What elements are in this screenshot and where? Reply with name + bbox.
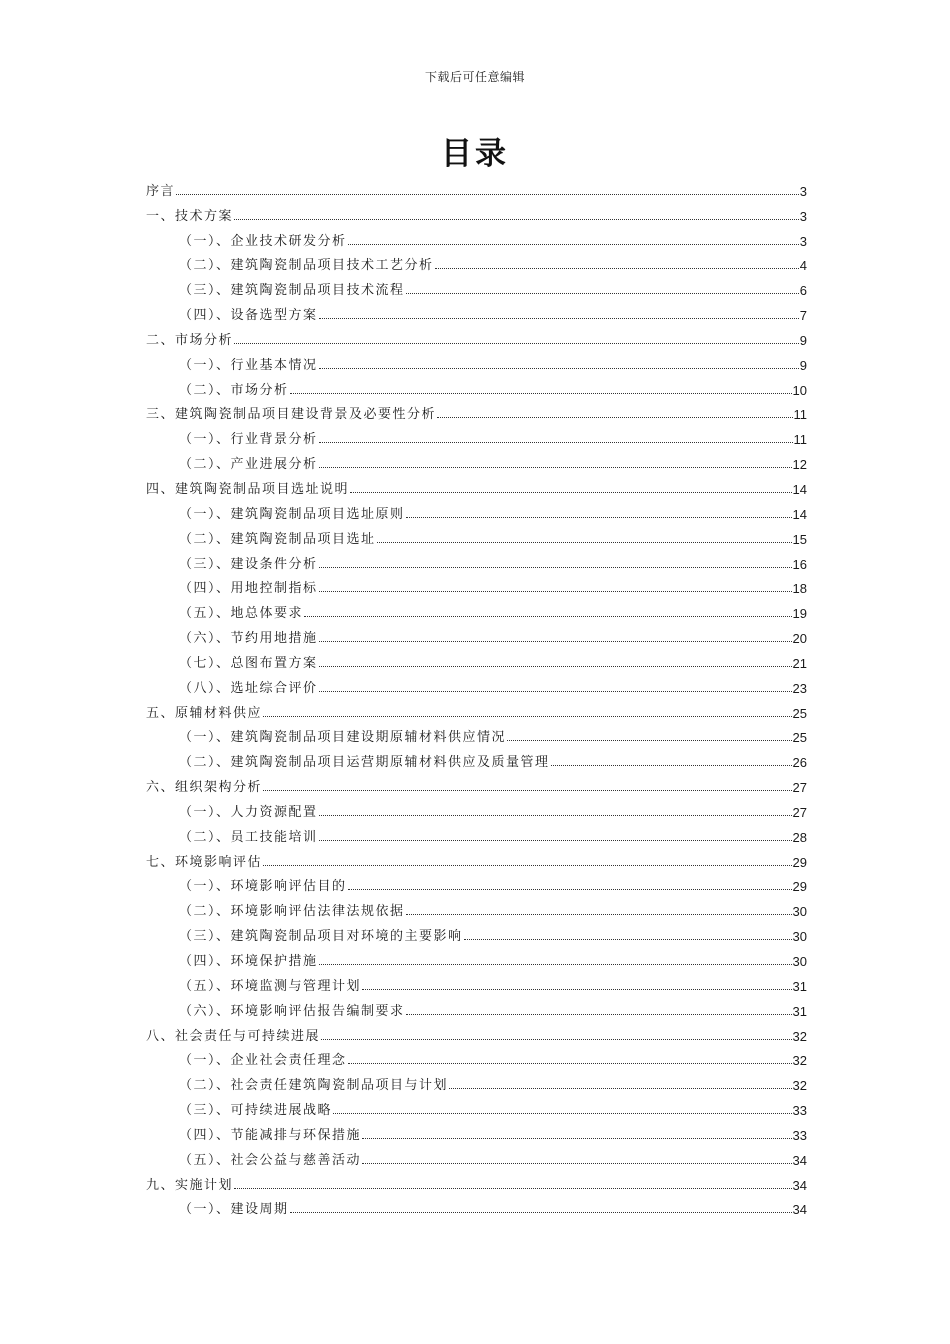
toc-page-number: 34: [792, 1202, 807, 1218]
dot-leader: [319, 964, 792, 965]
dot-leader: [507, 740, 792, 741]
toc-page-number: 26: [792, 755, 807, 771]
toc-page-number: 27: [792, 804, 807, 820]
dot-leader: [348, 889, 792, 890]
toc-page-number: 33: [792, 1127, 807, 1143]
dot-leader: [176, 194, 799, 195]
toc-page-number: 12: [792, 457, 807, 473]
toc-page-number: 34: [792, 1152, 807, 1168]
toc-entry-label: （二）、员工技能培训: [179, 829, 318, 845]
toc-subsection-entry[interactable]: [146, 422, 807, 447]
dot-leader: [319, 467, 792, 468]
toc-subsection-entry[interactable]: [146, 497, 807, 522]
toc-page-number: 11: [793, 407, 807, 423]
toc-section-entry[interactable]: [146, 174, 807, 199]
toc-subsection-entry[interactable]: [146, 522, 807, 547]
dot-leader: [348, 1063, 792, 1064]
toc-section-entry[interactable]: [146, 845, 807, 870]
toc-entry-label: （五）、社会公益与慈善活动: [179, 1152, 362, 1168]
dot-leader: [377, 542, 792, 543]
toc-page-number: 34: [792, 1177, 807, 1193]
toc-page-number: 3: [799, 233, 807, 249]
toc-section-entry[interactable]: [146, 1168, 807, 1193]
toc-subsection-entry[interactable]: [146, 547, 807, 572]
dot-leader: [290, 393, 792, 394]
dot-leader: [406, 1014, 792, 1015]
toc-page-number: 32: [792, 1078, 807, 1094]
toc-subsection-entry[interactable]: [146, 1193, 807, 1218]
dot-leader: [319, 368, 799, 369]
toc-entry-label: 四、建筑陶瓷制品项目选址说明: [146, 481, 350, 497]
toc-subsection-entry[interactable]: [146, 745, 807, 770]
toc-page-number: 3: [799, 183, 807, 199]
toc-subsection-entry[interactable]: [146, 721, 807, 746]
toc-page-number: 19: [792, 606, 807, 622]
toc-entry-label: （二）、市场分析: [179, 382, 289, 398]
toc-entry-label: （三）、建筑陶瓷制品项目技术流程: [179, 283, 405, 299]
toc-entry-label: （三）、可持续进展战略: [179, 1103, 333, 1119]
header-note: 下载后可任意编辑: [424, 70, 525, 84]
toc-subsection-entry[interactable]: [146, 224, 807, 249]
toc-page-number: 30: [792, 929, 807, 945]
toc-subsection-entry[interactable]: [146, 944, 807, 969]
toc-entry-label: （一）、行业基本情况: [179, 357, 318, 373]
dot-leader: [464, 939, 792, 940]
toc-subsection-entry[interactable]: [146, 249, 807, 274]
page-title: 目录: [441, 136, 509, 172]
toc-page-number: 15: [792, 531, 807, 547]
toc-entry-label: （一）、人力资源配置: [179, 804, 318, 820]
toc-subsection-entry[interactable]: [146, 646, 807, 671]
toc-page-number: 27: [792, 780, 807, 796]
toc-entry-label: 六、组织架构分析: [146, 780, 263, 796]
toc-page-number: 18: [792, 581, 807, 597]
dot-leader: [551, 765, 792, 766]
toc-page-number: 14: [792, 481, 807, 497]
toc-entry-label: 三、建筑陶瓷制品项目建设背景及必要性分析: [146, 407, 437, 423]
toc-section-entry[interactable]: [146, 1019, 807, 1044]
toc-entry-label: （二）、建筑陶瓷制品项目运营期原辅材料供应及质量管理: [179, 755, 550, 771]
toc-section-entry[interactable]: [146, 323, 807, 348]
toc-subsection-entry[interactable]: [146, 894, 807, 919]
toc-subsection-entry[interactable]: [146, 994, 807, 1019]
toc-page-number: 10: [792, 382, 807, 398]
toc-page-number: 21: [792, 655, 807, 671]
dot-leader: [321, 1039, 792, 1040]
toc-subsection-entry[interactable]: [146, 447, 807, 472]
toc-entry-label: （二）、环境影响评估法律法规依据: [179, 904, 405, 920]
toc-page-number: 31: [792, 1003, 807, 1019]
toc-subsection-entry[interactable]: [146, 1118, 807, 1143]
toc-entry-label: （八）、选址综合评价: [179, 680, 318, 696]
toc-section-entry[interactable]: [146, 696, 807, 721]
toc-entry-label: （四）、环境保护措施: [179, 954, 318, 969]
toc-entry-label: （六）、环境影响评估报告编制要求: [179, 1003, 405, 1019]
dot-leader: [234, 343, 799, 344]
toc-entry-label: （五）、地总体要求: [179, 606, 304, 622]
toc-entry-label: （二）、建筑陶瓷制品项目选址: [179, 531, 376, 547]
dot-leader: [319, 840, 792, 841]
toc-entry-label: 序言: [146, 183, 176, 199]
toc-entry-label: （二）、建筑陶瓷制品项目技术工艺分析: [179, 258, 434, 274]
toc-page-number: 28: [792, 829, 807, 845]
toc-entry-label: 五、原辅材料供应: [146, 705, 263, 721]
dot-leader: [304, 616, 792, 617]
dot-leader: [406, 914, 792, 915]
toc-section-entry[interactable]: [146, 770, 807, 795]
toc-subsection-entry[interactable]: [146, 348, 807, 373]
toc-page-number: 32: [792, 1053, 807, 1069]
toc-page-number: 32: [792, 1028, 807, 1044]
dot-leader: [263, 790, 792, 791]
dot-leader: [333, 1113, 792, 1114]
toc-subsection-entry[interactable]: [146, 820, 807, 845]
toc-page-number: 25: [792, 730, 807, 746]
dot-leader: [290, 1212, 792, 1213]
toc-entry-label: 八、社会责任与可持续进展: [146, 1028, 321, 1044]
toc-subsection-entry[interactable]: [146, 870, 807, 895]
toc-entry-label: （六）、节约用地措施: [179, 631, 318, 647]
toc-entry-label: （一）、环境影响评估目的: [179, 879, 347, 895]
dot-leader: [319, 815, 792, 816]
dot-leader: [319, 318, 799, 319]
toc-entry-label: （一）、建筑陶瓷制品项目选址原则: [179, 506, 405, 522]
toc-entry-label: （一）、建筑陶瓷制品项目建设期原辅材料供应情况: [179, 730, 507, 746]
toc-page-number: 29: [792, 879, 807, 895]
dot-leader: [362, 1163, 792, 1164]
toc-page-number: 29: [792, 854, 807, 870]
toc-entry-label: （四）、设备选型方案: [179, 308, 318, 324]
dot-leader: [362, 989, 792, 990]
toc-subsection-entry[interactable]: [146, 596, 807, 621]
dot-leader: [406, 517, 792, 518]
toc-subsection-entry[interactable]: [146, 969, 807, 994]
dot-leader: [263, 716, 792, 717]
toc-page-number: 9: [799, 332, 807, 348]
dot-leader: [263, 865, 792, 866]
toc-page-number: 4: [799, 258, 807, 274]
toc-section-entry[interactable]: [146, 199, 807, 224]
toc-subsection-entry[interactable]: [146, 273, 807, 298]
toc-subsection-entry[interactable]: [146, 373, 807, 398]
table-of-contents: [146, 174, 807, 1217]
dot-leader: [319, 641, 792, 642]
toc-section-entry[interactable]: [146, 398, 807, 423]
dot-leader: [449, 1088, 792, 1089]
toc-entry-label: 一、技术方案: [146, 208, 234, 224]
dot-leader: [362, 1138, 792, 1139]
dot-leader: [350, 492, 792, 493]
toc-page-number: 30: [792, 954, 807, 969]
dot-leader: [234, 219, 799, 220]
toc-page-number: 30: [792, 904, 807, 920]
toc-entry-label: （二）、产业进展分析: [179, 457, 318, 473]
toc-entry-label: （五）、环境监测与管理计划: [179, 978, 362, 994]
dot-leader: [437, 417, 792, 418]
toc-page-number: 7: [799, 308, 807, 324]
toc-page-number: 25: [792, 705, 807, 721]
toc-entry-label: （四）、节能减排与环保措施: [179, 1127, 362, 1143]
dot-leader: [319, 442, 793, 443]
toc-page-number: 3: [799, 208, 807, 224]
toc-subsection-entry[interactable]: [146, 621, 807, 646]
dot-leader: [319, 666, 792, 667]
toc-subsection-entry[interactable]: [146, 1044, 807, 1069]
toc-entry-label: 九、实施计划: [146, 1177, 234, 1193]
dot-leader: [319, 567, 792, 568]
toc-subsection-entry[interactable]: [146, 1068, 807, 1093]
toc-subsection-entry[interactable]: [146, 1093, 807, 1118]
toc-entry-label: （一）、企业技术研发分析: [179, 233, 347, 249]
toc-entry-label: （三）、建设条件分析: [179, 556, 318, 572]
toc-entry-label: （三）、建筑陶瓷制品项目对环境的主要影响: [179, 929, 463, 945]
toc-entry-label: （一）、企业社会责任理念: [179, 1053, 347, 1069]
toc-subsection-entry[interactable]: [146, 671, 807, 696]
toc-subsection-entry[interactable]: [146, 298, 807, 323]
toc-subsection-entry[interactable]: [146, 1143, 807, 1168]
toc-subsection-entry[interactable]: [146, 572, 807, 597]
toc-entry-label: （一）、建设周期: [179, 1202, 289, 1218]
toc-entry-label: （四）、用地控制指标: [179, 581, 318, 597]
toc-entry-label: （七）、总图布置方案: [179, 655, 318, 671]
toc-subsection-entry[interactable]: [146, 795, 807, 820]
dot-leader: [234, 1188, 792, 1189]
toc-page-number: 20: [792, 631, 807, 647]
toc-page-number: 31: [792, 978, 807, 994]
toc-page-number: 23: [792, 680, 807, 696]
dot-leader: [435, 268, 799, 269]
toc-page-number: 11: [793, 432, 807, 448]
toc-page-number: 9: [799, 357, 807, 373]
toc-subsection-entry[interactable]: [146, 919, 807, 944]
dot-leader: [319, 591, 792, 592]
toc-page-number: 16: [792, 556, 807, 572]
toc-page-number: 14: [792, 506, 807, 522]
toc-entry-label: （二）、社会责任建筑陶瓷制品项目与计划: [179, 1078, 449, 1094]
dot-leader: [348, 244, 799, 245]
dot-leader: [406, 293, 799, 294]
toc-entry-label: （一）、行业背景分析: [179, 432, 318, 448]
toc-page-number: 6: [799, 283, 807, 299]
dot-leader: [319, 691, 792, 692]
toc-section-entry[interactable]: [146, 472, 807, 497]
toc-entry-label: 二、市场分析: [146, 332, 234, 348]
toc-entry-label: 七、环境影响评估: [146, 854, 263, 870]
toc-page-number: 33: [792, 1103, 807, 1119]
